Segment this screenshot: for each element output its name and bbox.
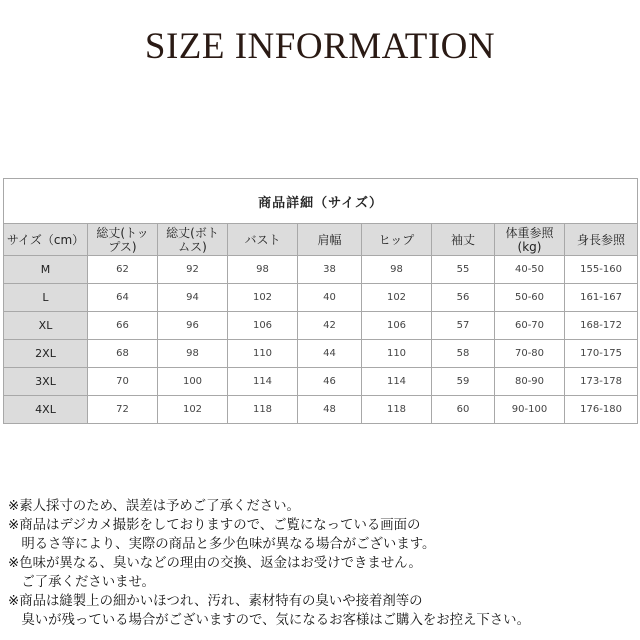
table-cell: 102 [158, 396, 228, 424]
table-cell: 70-80 [495, 340, 565, 368]
column-header [565, 224, 638, 256]
table-caption: 商品詳細（サイズ） [4, 179, 638, 224]
column-header [88, 224, 158, 256]
table-caption-row [4, 179, 638, 224]
column-header [228, 224, 298, 256]
table-cell: 60-70 [495, 312, 565, 340]
table-cell: 46 [298, 368, 362, 396]
size-label-cell: 4XL [4, 396, 88, 424]
table-cell: 173-178 [565, 368, 638, 396]
column-header [4, 224, 88, 256]
table-cell: 170-175 [565, 340, 638, 368]
table-cell: 48 [298, 396, 362, 424]
size-label-cell: 2XL [4, 340, 88, 368]
column-header-text: サイズ（cm） [6, 232, 85, 247]
table-cell: 60 [432, 396, 495, 424]
column-header-text: プス) [108, 239, 137, 254]
table-cell: 98 [158, 340, 228, 368]
column-header [298, 224, 362, 256]
table-cell: 161-167 [565, 284, 638, 312]
column-header [432, 224, 495, 256]
column-header-text: (kg) [517, 239, 542, 254]
table-row [4, 368, 638, 396]
table-cell: 64 [88, 284, 158, 312]
size-label-cell: XL [4, 312, 88, 340]
table-cell: 42 [298, 312, 362, 340]
column-header-text: ムス) [178, 239, 207, 254]
table-cell: 176-180 [565, 396, 638, 424]
table-cell: 168-172 [565, 312, 638, 340]
note-line: ※商品は縫製上の細かいほつれ、汚れ、素材特有の臭いや接着剤等の [8, 594, 423, 609]
size-label-cell: 3XL [4, 368, 88, 396]
table-cell: 50-60 [495, 284, 565, 312]
table-cell: 62 [88, 256, 158, 284]
table-row [4, 396, 638, 424]
table-cell: 80-90 [495, 368, 565, 396]
table-cell: 155-160 [565, 256, 638, 284]
table-cell: 110 [228, 340, 298, 368]
table-cell: 94 [158, 284, 228, 312]
table-cell: 38 [298, 256, 362, 284]
table-cell: 106 [362, 312, 432, 340]
table-cell: 40 [298, 284, 362, 312]
table-row [4, 256, 638, 284]
table-cell: 102 [228, 284, 298, 312]
table-cell: 58 [432, 340, 495, 368]
note-line: ご了承くださいませ。 [8, 575, 155, 590]
table-cell: 55 [432, 256, 495, 284]
table-cell: 118 [362, 396, 432, 424]
table-row [4, 312, 638, 340]
table-row [4, 340, 638, 368]
column-header-text: 総丈(ボト [166, 225, 219, 240]
table-cell: 96 [158, 312, 228, 340]
table-cell: 44 [298, 340, 362, 368]
table-cell: 66 [88, 312, 158, 340]
table-cell: 100 [158, 368, 228, 396]
table-row [4, 284, 638, 312]
column-header-text: 袖丈 [450, 232, 475, 247]
table-cell: 98 [228, 256, 298, 284]
table-cell: 57 [432, 312, 495, 340]
column-header-text: ヒップ [378, 232, 415, 247]
column-header-text: 総丈(トッ [96, 225, 149, 240]
note-line: 臭いが残っている場合がございますので、気になるお客様はご購入をお控え下さい。 [8, 613, 530, 628]
page-title: SIZE INFORMATION [144, 26, 496, 67]
table-header-row [4, 224, 638, 256]
column-header-text: 身長参照 [577, 232, 626, 247]
note-line: ※色味が異なる、臭いなどの理由の交換、返金はお受けできません。 [8, 556, 422, 571]
column-header [362, 224, 432, 256]
table-cell: 68 [88, 340, 158, 368]
note-line: ※商品はデジカメ撮影をしておりますので、ご覧になっている画面の [8, 518, 421, 533]
table-cell: 92 [158, 256, 228, 284]
table-cell: 72 [88, 396, 158, 424]
column-header-text: 肩幅 [317, 232, 342, 247]
table-cell: 98 [362, 256, 432, 284]
table-cell: 114 [228, 368, 298, 396]
table-cell: 118 [228, 396, 298, 424]
table-body [4, 256, 638, 424]
table-cell: 70 [88, 368, 158, 396]
column-header [495, 224, 565, 256]
table-cell: 56 [432, 284, 495, 312]
table-cell: 90-100 [495, 396, 565, 424]
table-cell: 110 [362, 340, 432, 368]
table-cell: 40-50 [495, 256, 565, 284]
size-label-cell: M [4, 256, 88, 284]
note-line: 明るさ等により、実際の商品と多少色味が異なる場合がございます。 [8, 537, 436, 552]
table-cell: 114 [362, 368, 432, 396]
table-cell: 102 [362, 284, 432, 312]
table-cell: 106 [228, 312, 298, 340]
size-table [3, 178, 638, 424]
column-header-text: 体重参照 [505, 225, 554, 240]
column-header [158, 224, 228, 256]
column-header-text: バスト [244, 232, 281, 247]
notes [8, 497, 638, 630]
size-label-cell: L [4, 284, 88, 312]
note-line: ※素人採寸のため、誤差は予めご了承ください。 [8, 499, 300, 514]
table-cell: 59 [432, 368, 495, 396]
